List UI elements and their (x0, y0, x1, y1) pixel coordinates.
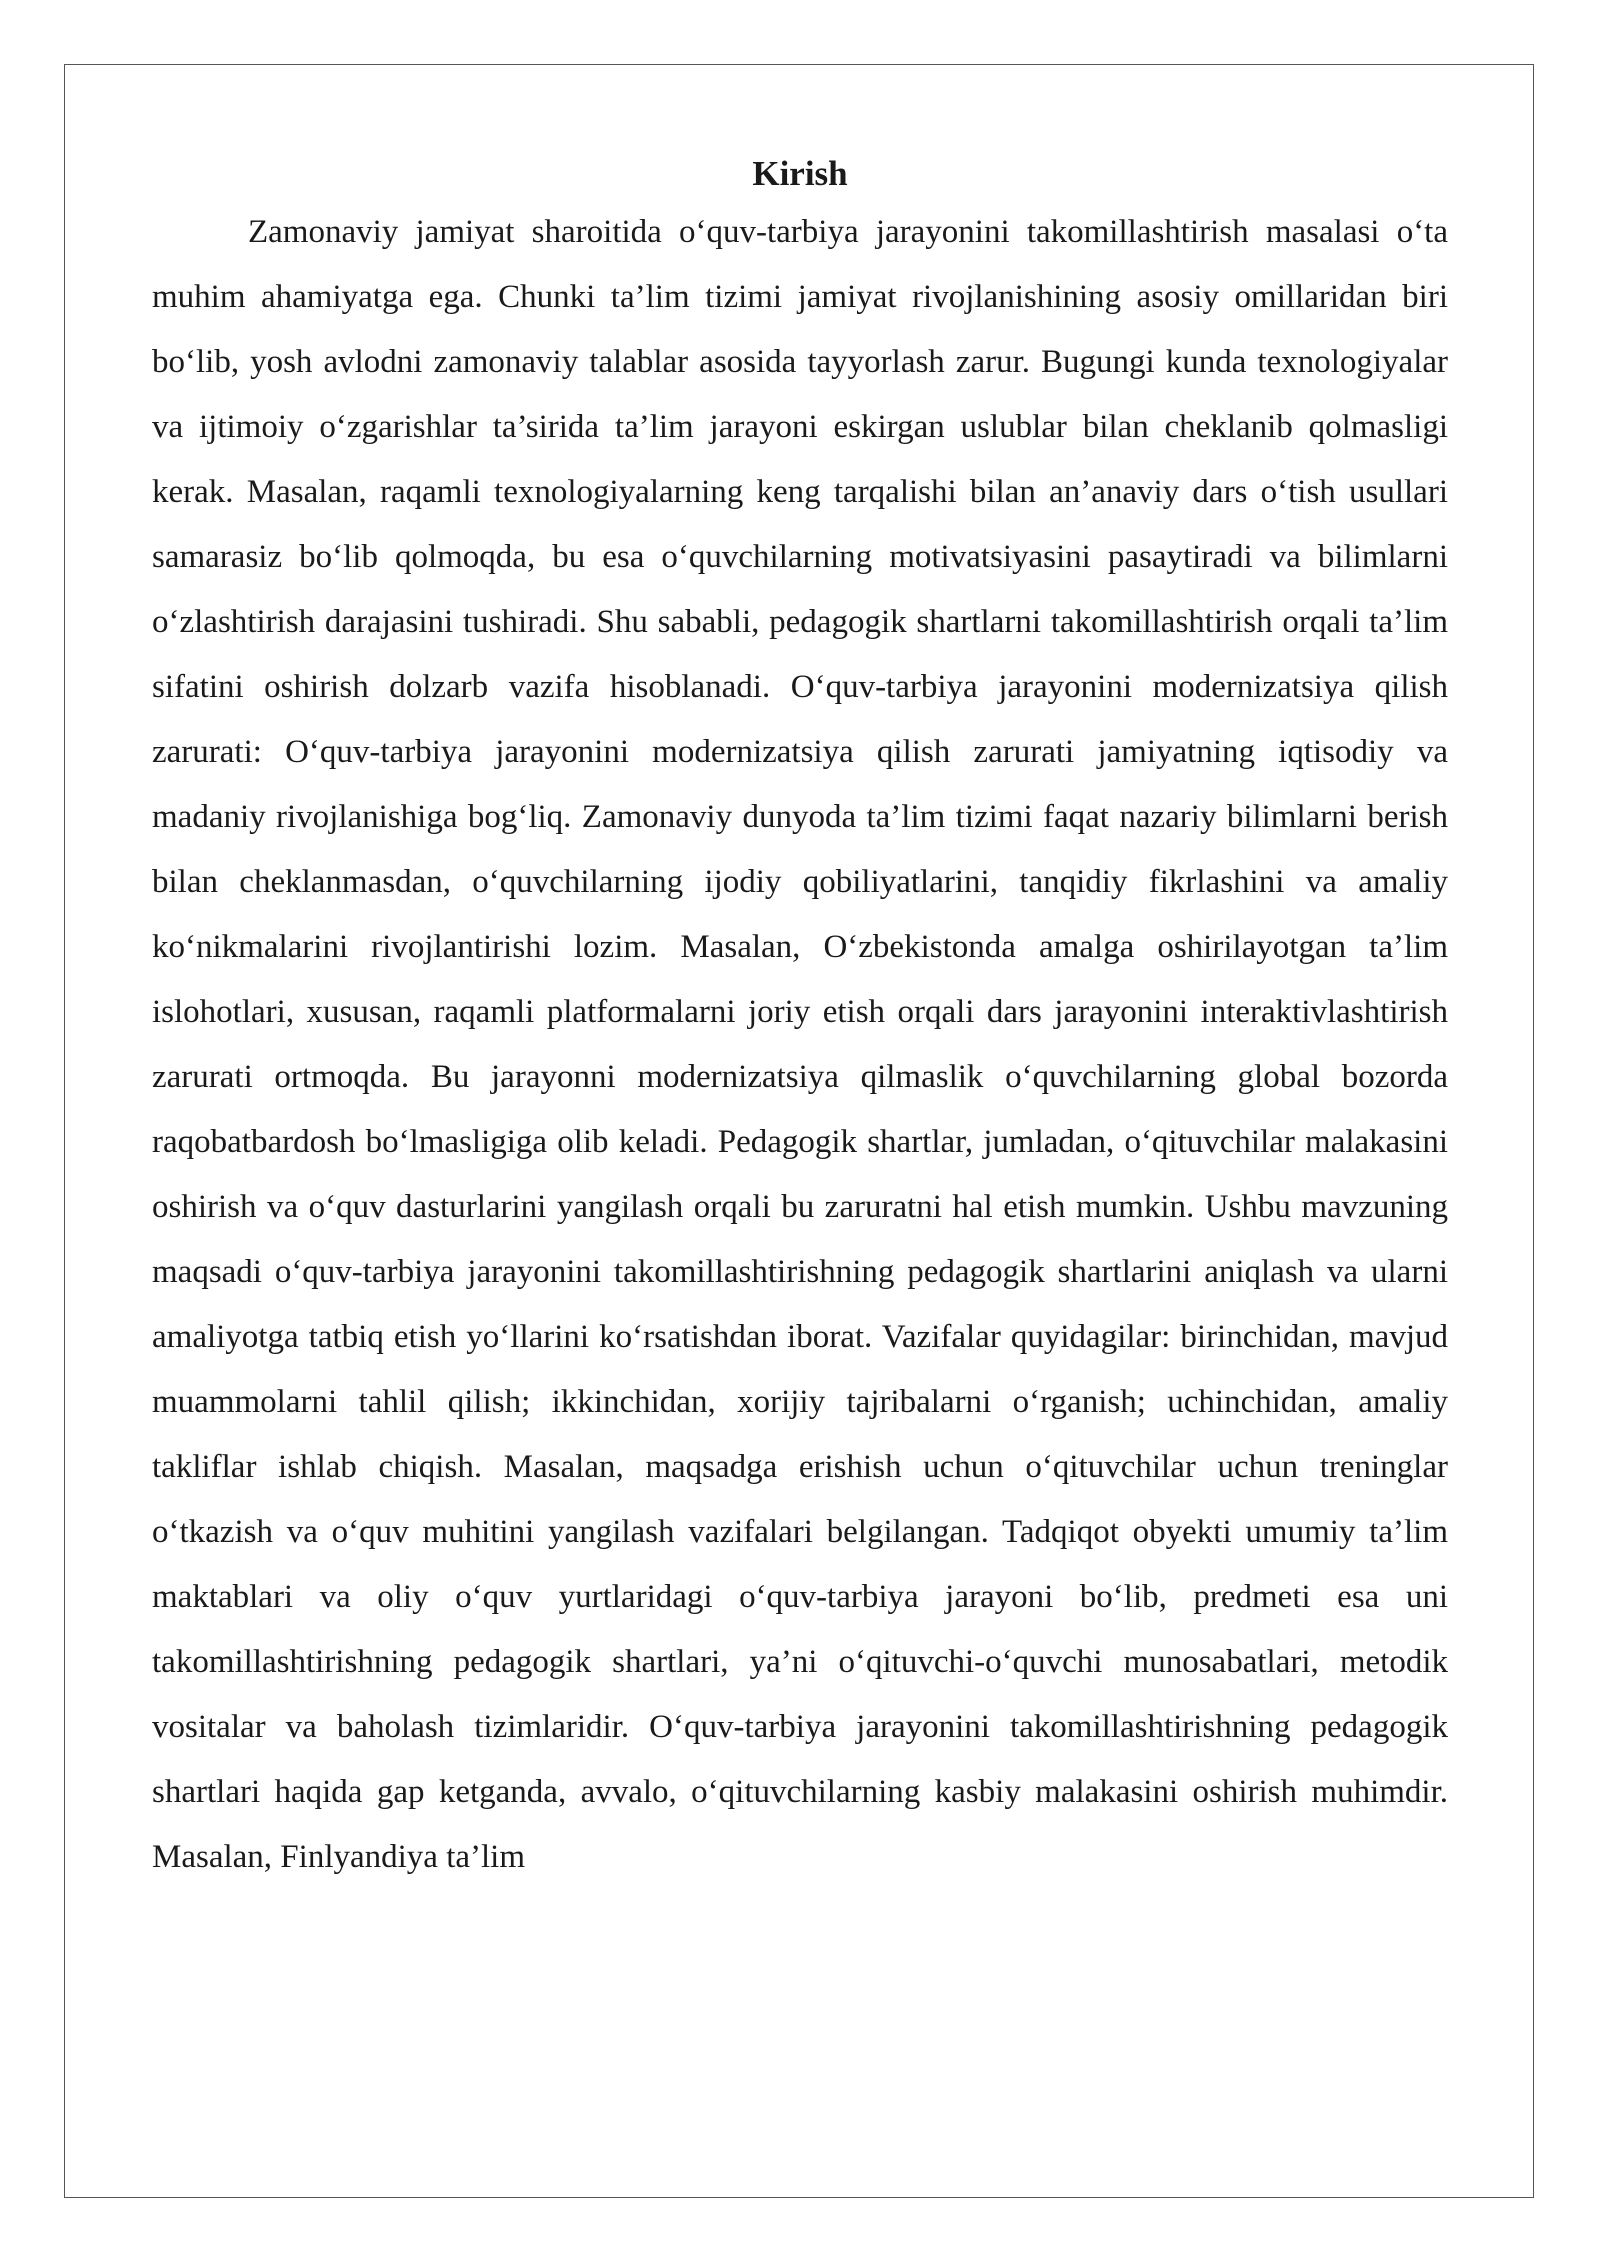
body-paragraph: Zamonaviy jamiyat sharoitida o‘quv-tarbiya jarayonini takomillashtirish masalasi o‘ta muhim ahamiyatga ega. Chunki ta’lim tizimi jamiyat rivojlanishining asosiy omillaridan biri bo‘lib, yosh avlodni zamonaviy talablar asosida tayyorlash zarur. Bugungi kunda texnologiyalar va ijtimoiy o‘zgarishlar ta’sirida ta’lim jarayoni eskirgan uslublar bilan cheklanib qolmasligi kerak. Masalan, raqamli texnologiyalarning keng tarqalishi bilan an’anaviy dars o‘tish usullari samarasiz bo‘lib qolmoqda, bu esa o‘quvchilarning motivatsiyasini pasaytiradi va bilimlarni o‘zlashtirish darajasini tushiradi. Shu sababli, pedagogik shartlarni takomillashtirish orqali ta’lim sifatini oshirish dolzarb vazifa hisoblanadi. O‘quv-tarbiya jarayonini modernizatsiya qilish zarurati: O‘quv-tarbiya jarayonini modernizatsiya qilish zarurati jamiyatning iqtisodiy va madaniy rivojlanishiga bog‘liq. Zamonaviy dunyoda ta’lim tizimi faqat nazariy bilimlarni berish bilan cheklanmasdan, o‘quvchilarning ijodiy qobiliyatlarini, tanqidiy fikrlashini va amaliy ko‘nikmalarini rivojlantirishi lozim. Masalan, O‘zbekistonda amalga oshirilayotgan ta’lim islohotlari, xususan, raqamli platformalarni joriy etish orqali dars jarayonini interaktivlashtirish zarurati ortmoqda. Bu jarayonni modernizatsiya qilmaslik o‘quvchilarning global bozorda raqobatbardosh bo‘lmasligiga olib keladi. Pedagogik shartlar, jumladan, o‘qituvchilar malakasini oshirish va o‘quv dasturlarini yangilash orqali bu zaruratni hal etish mumkin. Ushbu mavzuning maqsadi o‘quv-tarbiya jarayonini takomillashtirishning pedagogik shartlarini aniqlash va ularni amaliyotga tatbiq etish yo‘llarini ko‘rsatishdan iborat. Vazifalar quyidagilar: birinchidan, mavjud muammolarni tahlil qilish; ikkinchidan, xorijiy tajribalarni o‘rganish; uchinchidan, amaliy takliflar ishlab chiqish. Masalan, maqsadga erishish uchun o‘qituvchilar uchun treninglar o‘tkazish va o‘quv muhitini yangilash vazifalari belgilangan. Tadqiqot obyekti umumiy ta’lim maktablari va oliy o‘quv yurtlaridagi o‘quv-tarbiya jarayoni bo‘lib, predmeti esa uni takomillashtirishning pedagogik shartlari, ya’ni o‘qituvchi-o‘quvchi munosabatlari, metodik vositalar va baholash tizimlaridir. O‘quv-tarbiya jarayonini takomillashtirishning pedagogik shartlari haqida gap ketganda, avvalo, o‘qituvchilarning kasbiy malakasini oshirish muhimdir. Masalan, Finlyandiya ta’lim (152, 214, 1448, 1875)
section-title: Kirish (752, 154, 848, 193)
document-body (152, 152, 1448, 1890)
